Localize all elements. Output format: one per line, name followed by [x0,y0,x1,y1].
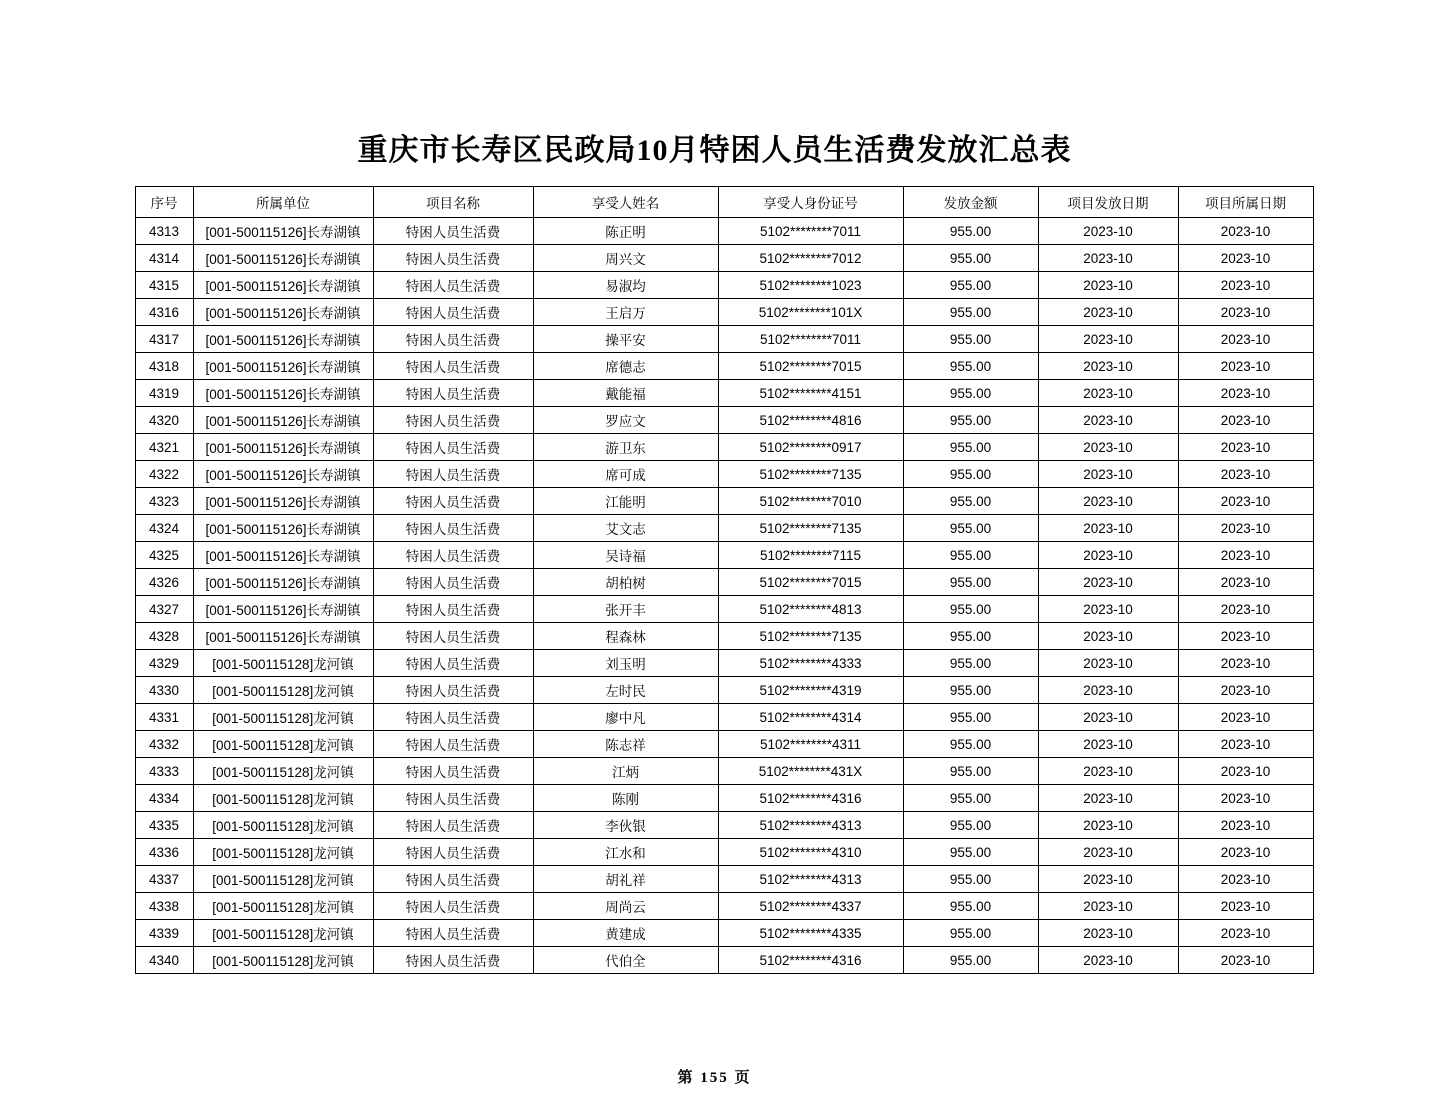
cell-index: 4316 [135,299,193,326]
cell-belong-date: 2023-10 [1178,245,1313,272]
cell-unit: [001-500115126]长寿湖镇 [193,515,373,542]
cell-recipient-id: 5102********0917 [718,434,903,461]
cell-belong-date: 2023-10 [1178,380,1313,407]
cell-recipient-id: 5102********4313 [718,812,903,839]
cell-payment-date: 2023-10 [1038,704,1178,731]
cell-recipient-id: 5102********7011 [718,218,903,245]
cell-payment-date: 2023-10 [1038,569,1178,596]
cell-project: 特困人员生活费 [373,326,533,353]
cell-index: 4329 [135,650,193,677]
cell-payment-date: 2023-10 [1038,623,1178,650]
cell-recipient-id: 5102********4316 [718,785,903,812]
cell-amount: 955.00 [903,812,1038,839]
cell-amount: 955.00 [903,920,1038,947]
cell-project: 特困人员生活费 [373,677,533,704]
cell-project: 特困人员生活费 [373,731,533,758]
cell-unit: [001-500115126]长寿湖镇 [193,380,373,407]
cell-belong-date: 2023-10 [1178,677,1313,704]
table-row [135,866,1313,893]
cell-unit: [001-500115128]龙河镇 [193,731,373,758]
report-table [135,186,1314,974]
table-row [135,920,1313,947]
table-row [135,407,1313,434]
cell-project: 特困人员生活费 [373,542,533,569]
table-row [135,326,1313,353]
cell-index: 4326 [135,569,193,596]
cell-belong-date: 2023-10 [1178,812,1313,839]
table-row [135,218,1313,245]
cell-payment-date: 2023-10 [1038,326,1178,353]
cell-recipient-id: 5102********7115 [718,542,903,569]
cell-index: 4332 [135,731,193,758]
cell-belong-date: 2023-10 [1178,758,1313,785]
cell-index: 4325 [135,542,193,569]
cell-unit: [001-500115128]龙河镇 [193,812,373,839]
cell-index: 4322 [135,461,193,488]
column-header-recipient-id: 享受人身份证号 [718,187,903,218]
table-row [135,272,1313,299]
cell-amount: 955.00 [903,461,1038,488]
cell-index: 4333 [135,758,193,785]
cell-amount: 955.00 [903,866,1038,893]
cell-project: 特困人员生活费 [373,569,533,596]
column-header-index: 序号 [135,187,193,218]
cell-index: 4321 [135,434,193,461]
table-row [135,650,1313,677]
cell-belong-date: 2023-10 [1178,596,1313,623]
cell-recipient-name: 江水和 [533,839,718,866]
cell-amount: 955.00 [903,758,1038,785]
cell-recipient-name: 胡柏树 [533,569,718,596]
cell-index: 4328 [135,623,193,650]
table-row [135,353,1313,380]
cell-index: 4327 [135,596,193,623]
table-row [135,677,1313,704]
cell-payment-date: 2023-10 [1038,515,1178,542]
table-body [135,218,1313,974]
column-header-amount: 发放金额 [903,187,1038,218]
cell-recipient-id: 5102********4313 [718,866,903,893]
cell-unit: [001-500115128]龙河镇 [193,677,373,704]
cell-index: 4323 [135,488,193,515]
cell-amount: 955.00 [903,596,1038,623]
cell-unit: [001-500115126]长寿湖镇 [193,569,373,596]
cell-unit: [001-500115126]长寿湖镇 [193,407,373,434]
cell-unit: [001-500115128]龙河镇 [193,920,373,947]
cell-recipient-id: 5102********4816 [718,407,903,434]
table-row [135,812,1313,839]
cell-index: 4317 [135,326,193,353]
table-row [135,434,1313,461]
cell-recipient-name: 程森林 [533,623,718,650]
cell-project: 特困人员生活费 [373,920,533,947]
cell-payment-date: 2023-10 [1038,866,1178,893]
cell-amount: 955.00 [903,785,1038,812]
cell-unit: [001-500115126]长寿湖镇 [193,488,373,515]
cell-project: 特困人员生活费 [373,245,533,272]
report-table-container [135,186,1295,974]
cell-recipient-name: 代伯全 [533,947,718,974]
cell-recipient-id: 5102********1023 [718,272,903,299]
cell-recipient-id: 5102********4333 [718,650,903,677]
cell-belong-date: 2023-10 [1178,623,1313,650]
column-header-belong-date: 项目所属日期 [1178,187,1313,218]
table-row [135,785,1313,812]
cell-project: 特困人员生活费 [373,623,533,650]
table-row [135,704,1313,731]
cell-belong-date: 2023-10 [1178,515,1313,542]
cell-amount: 955.00 [903,245,1038,272]
cell-project: 特困人员生活费 [373,704,533,731]
table-row [135,488,1313,515]
cell-recipient-id: 5102********7015 [718,353,903,380]
cell-payment-date: 2023-10 [1038,812,1178,839]
column-header-recipient-name: 享受人姓名 [533,187,718,218]
cell-recipient-name: 易淑均 [533,272,718,299]
cell-recipient-name: 张开丰 [533,596,718,623]
cell-recipient-id: 5102********4335 [718,920,903,947]
cell-belong-date: 2023-10 [1178,488,1313,515]
cell-belong-date: 2023-10 [1178,461,1313,488]
page-footer: 第 155 页 [677,1070,752,1086]
cell-recipient-name: 王启万 [533,299,718,326]
cell-payment-date: 2023-10 [1038,650,1178,677]
cell-recipient-id: 5102********7135 [718,515,903,542]
cell-project: 特困人员生活费 [373,839,533,866]
cell-amount: 955.00 [903,515,1038,542]
cell-belong-date: 2023-10 [1178,704,1313,731]
cell-recipient-name: 江炳 [533,758,718,785]
table-row [135,596,1313,623]
cell-belong-date: 2023-10 [1178,866,1313,893]
cell-amount: 955.00 [903,677,1038,704]
cell-unit: [001-500115126]长寿湖镇 [193,299,373,326]
cell-recipient-name: 黄建成 [533,920,718,947]
cell-index: 4334 [135,785,193,812]
cell-payment-date: 2023-10 [1038,218,1178,245]
cell-recipient-name: 游卫东 [533,434,718,461]
cell-project: 特困人员生活费 [373,434,533,461]
cell-recipient-name: 陈志祥 [533,731,718,758]
cell-recipient-name: 李伙银 [533,812,718,839]
cell-project: 特困人员生活费 [373,515,533,542]
cell-recipient-id: 5102********7135 [718,461,903,488]
cell-recipient-name: 操平安 [533,326,718,353]
cell-belong-date: 2023-10 [1178,299,1313,326]
cell-amount: 955.00 [903,434,1038,461]
cell-recipient-name: 周尚云 [533,893,718,920]
cell-amount: 955.00 [903,488,1038,515]
column-header-project: 项目名称 [373,187,533,218]
cell-recipient-name: 戴能福 [533,380,718,407]
cell-unit: [001-500115128]龙河镇 [193,839,373,866]
table-row [135,515,1313,542]
cell-project: 特困人员生活费 [373,407,533,434]
table-header [135,187,1313,218]
cell-recipient-id: 5102********7012 [718,245,903,272]
cell-unit: [001-500115128]龙河镇 [193,893,373,920]
cell-belong-date: 2023-10 [1178,839,1313,866]
cell-recipient-id: 5102********4813 [718,596,903,623]
cell-belong-date: 2023-10 [1178,326,1313,353]
table-row [135,380,1313,407]
cell-belong-date: 2023-10 [1178,218,1313,245]
cell-project: 特困人员生活费 [373,299,533,326]
cell-recipient-name: 陈刚 [533,785,718,812]
table-row [135,299,1313,326]
table-row [135,542,1313,569]
cell-index: 4331 [135,704,193,731]
cell-payment-date: 2023-10 [1038,272,1178,299]
cell-belong-date: 2023-10 [1178,947,1313,974]
cell-recipient-name: 艾文志 [533,515,718,542]
cell-recipient-id: 5102********4311 [718,731,903,758]
cell-belong-date: 2023-10 [1178,434,1313,461]
cell-project: 特困人员生活费 [373,812,533,839]
cell-recipient-id: 5102********4314 [718,704,903,731]
cell-project: 特困人员生活费 [373,272,533,299]
cell-belong-date: 2023-10 [1178,569,1313,596]
cell-payment-date: 2023-10 [1038,947,1178,974]
cell-amount: 955.00 [903,731,1038,758]
cell-project: 特困人员生活费 [373,785,533,812]
cell-index: 4339 [135,920,193,947]
cell-index: 4330 [135,677,193,704]
cell-recipient-name: 吴诗福 [533,542,718,569]
cell-unit: [001-500115126]长寿湖镇 [193,623,373,650]
table-row [135,245,1313,272]
cell-payment-date: 2023-10 [1038,596,1178,623]
cell-project: 特困人员生活费 [373,596,533,623]
table-header-row [135,187,1313,218]
cell-recipient-name: 江能明 [533,488,718,515]
cell-index: 4336 [135,839,193,866]
cell-project: 特困人员生活费 [373,650,533,677]
cell-payment-date: 2023-10 [1038,731,1178,758]
cell-amount: 955.00 [903,272,1038,299]
cell-belong-date: 2023-10 [1178,731,1313,758]
cell-amount: 955.00 [903,542,1038,569]
cell-amount: 955.00 [903,569,1038,596]
cell-unit: [001-500115126]长寿湖镇 [193,542,373,569]
cell-unit: [001-500115128]龙河镇 [193,866,373,893]
cell-index: 4324 [135,515,193,542]
cell-payment-date: 2023-10 [1038,434,1178,461]
cell-project: 特困人员生活费 [373,758,533,785]
cell-belong-date: 2023-10 [1178,650,1313,677]
cell-payment-date: 2023-10 [1038,893,1178,920]
cell-unit: [001-500115126]长寿湖镇 [193,218,373,245]
cell-unit: [001-500115126]长寿湖镇 [193,461,373,488]
cell-payment-date: 2023-10 [1038,758,1178,785]
cell-payment-date: 2023-10 [1038,488,1178,515]
cell-project: 特困人员生活费 [373,218,533,245]
cell-unit: [001-500115128]龙河镇 [193,947,373,974]
cell-recipient-id: 5102********4337 [718,893,903,920]
cell-payment-date: 2023-10 [1038,299,1178,326]
cell-payment-date: 2023-10 [1038,245,1178,272]
cell-index: 4318 [135,353,193,380]
cell-index: 4315 [135,272,193,299]
cell-unit: [001-500115128]龙河镇 [193,758,373,785]
table-row [135,839,1313,866]
cell-payment-date: 2023-10 [1038,785,1178,812]
table-row [135,758,1313,785]
column-header-unit: 所属单位 [193,187,373,218]
cell-payment-date: 2023-10 [1038,353,1178,380]
table-row [135,731,1313,758]
cell-payment-date: 2023-10 [1038,839,1178,866]
cell-recipient-name: 周兴文 [533,245,718,272]
cell-unit: [001-500115126]长寿湖镇 [193,434,373,461]
cell-belong-date: 2023-10 [1178,785,1313,812]
cell-amount: 955.00 [903,407,1038,434]
cell-belong-date: 2023-10 [1178,272,1313,299]
cell-belong-date: 2023-10 [1178,407,1313,434]
cell-index: 4340 [135,947,193,974]
cell-unit: [001-500115128]龙河镇 [193,785,373,812]
cell-project: 特困人员生活费 [373,866,533,893]
cell-payment-date: 2023-10 [1038,920,1178,947]
cell-belong-date: 2023-10 [1178,542,1313,569]
column-header-payment-date: 项目发放日期 [1038,187,1178,218]
cell-project: 特困人员生活费 [373,947,533,974]
cell-recipient-name: 廖中凡 [533,704,718,731]
cell-recipient-name: 罗应文 [533,407,718,434]
cell-recipient-id: 5102********4310 [718,839,903,866]
cell-belong-date: 2023-10 [1178,893,1313,920]
cell-unit: [001-500115128]龙河镇 [193,704,373,731]
cell-payment-date: 2023-10 [1038,677,1178,704]
cell-recipient-name: 席可成 [533,461,718,488]
cell-recipient-name: 左时民 [533,677,718,704]
cell-amount: 955.00 [903,353,1038,380]
cell-unit: [001-500115128]龙河镇 [193,650,373,677]
cell-project: 特困人员生活费 [373,488,533,515]
cell-recipient-id: 5102********4319 [718,677,903,704]
cell-index: 4320 [135,407,193,434]
cell-amount: 955.00 [903,299,1038,326]
cell-recipient-id: 5102********101X [718,299,903,326]
cell-amount: 955.00 [903,650,1038,677]
cell-payment-date: 2023-10 [1038,542,1178,569]
cell-recipient-id: 5102********7011 [718,326,903,353]
cell-index: 4314 [135,245,193,272]
table-row [135,569,1313,596]
cell-belong-date: 2023-10 [1178,353,1313,380]
table-row [135,623,1313,650]
cell-project: 特困人员生活费 [373,353,533,380]
cell-recipient-id: 5102********7015 [718,569,903,596]
cell-amount: 955.00 [903,893,1038,920]
cell-unit: [001-500115126]长寿湖镇 [193,596,373,623]
page-title: 重庆市长寿区民政局10月特困人员生活费发放汇总表 [357,134,1072,167]
cell-payment-date: 2023-10 [1038,407,1178,434]
cell-project: 特困人员生活费 [373,380,533,407]
cell-unit: [001-500115126]长寿湖镇 [193,326,373,353]
cell-index: 4313 [135,218,193,245]
cell-index: 4319 [135,380,193,407]
cell-amount: 955.00 [903,839,1038,866]
table-row [135,947,1313,974]
cell-unit: [001-500115126]长寿湖镇 [193,353,373,380]
cell-amount: 955.00 [903,623,1038,650]
cell-unit: [001-500115126]长寿湖镇 [193,245,373,272]
cell-recipient-id: 5102********4316 [718,947,903,974]
cell-index: 4338 [135,893,193,920]
cell-payment-date: 2023-10 [1038,461,1178,488]
cell-amount: 955.00 [903,704,1038,731]
cell-project: 特困人员生活费 [373,461,533,488]
cell-recipient-id: 5102********431X [718,758,903,785]
cell-index: 4335 [135,812,193,839]
cell-index: 4337 [135,866,193,893]
cell-recipient-name: 胡礼祥 [533,866,718,893]
cell-recipient-id: 5102********7135 [718,623,903,650]
cell-amount: 955.00 [903,380,1038,407]
cell-amount: 955.00 [903,326,1038,353]
cell-recipient-name: 席德志 [533,353,718,380]
table-row [135,461,1313,488]
cell-project: 特困人员生活费 [373,893,533,920]
cell-unit: [001-500115126]长寿湖镇 [193,272,373,299]
table-row [135,893,1313,920]
cell-recipient-name: 刘玉明 [533,650,718,677]
cell-amount: 955.00 [903,947,1038,974]
cell-recipient-name: 陈正明 [533,218,718,245]
cell-recipient-id: 5102********7010 [718,488,903,515]
cell-amount: 955.00 [903,218,1038,245]
cell-payment-date: 2023-10 [1038,380,1178,407]
cell-recipient-id: 5102********4151 [718,380,903,407]
cell-belong-date: 2023-10 [1178,920,1313,947]
